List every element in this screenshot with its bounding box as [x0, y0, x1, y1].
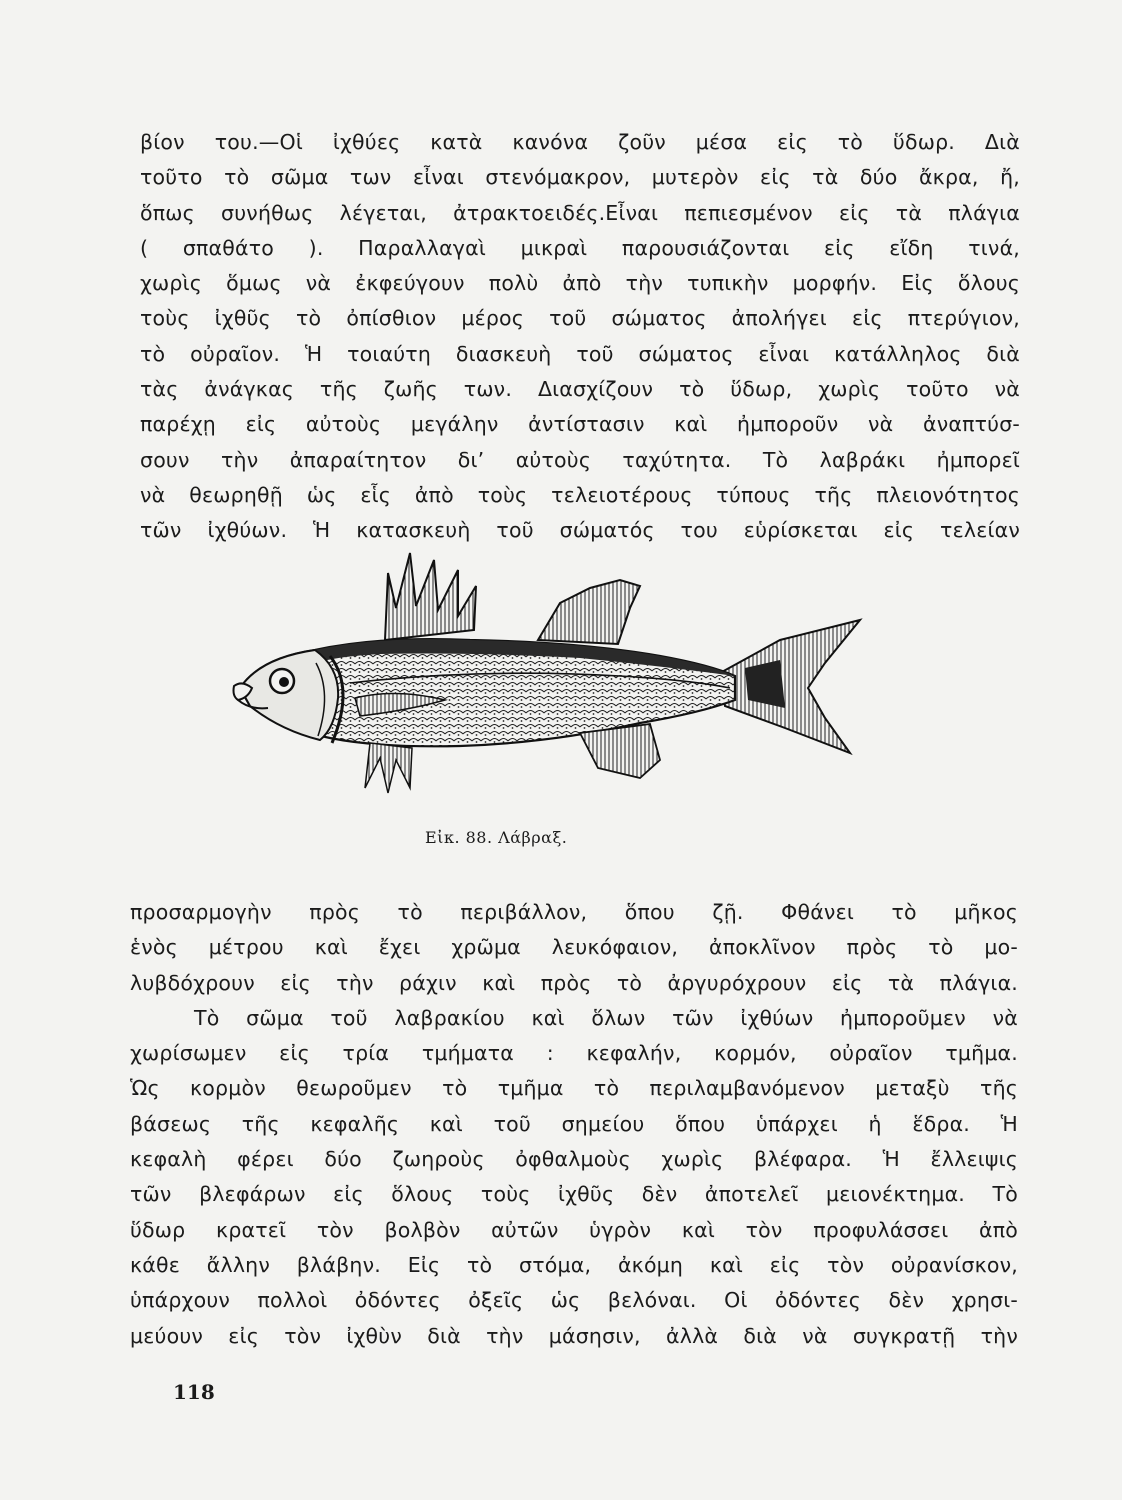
- bottom-paragraphs: [130, 895, 1018, 1354]
- text-line: σουν τὴν ἀπαραίτητον δι’ αὐτοὺς ταχύτητα. Τὸ λαβράκι ἠμπορεῖ: [140, 447, 1020, 472]
- sea-bass-illustration-icon: [220, 548, 870, 808]
- text-line: τοὺς ἰχθῦς τὸ ὀπίσθιον μέρος τοῦ σώματος ἀπολήγει εἰς πτερύγιον,: [140, 306, 1020, 331]
- text-line: κεφαλὴ φέρει δύο ζωηροὺς ὀφθαλμοὺς χωρὶς βλέφαρα. Ἡ ἔλλειψις: [130, 1147, 1018, 1172]
- text-line: ὅπως συνήθως λέγεται, ἀτρακτοειδές.Εἶναι πεπιεσμένον εἰς τὰ πλάγια: [140, 200, 1020, 225]
- top-paragraph: [140, 125, 1020, 549]
- text-line: ( σπαθάτο ). Παραλλαγαὶ μικραὶ παρουσιάζονται εἰς εἴδη τινά,: [140, 235, 1020, 260]
- text-line: βίον του.—Οἱ ἰχθύες κατὰ κανόνα ζοῦν μέσα εἰς τὸ ὕδωρ. Διὰ: [140, 130, 1020, 154]
- text-line: χωρίσωμεν εἰς τρία τμήματα : κεφαλήν, κορμόν, οὐραῖον τμῆμα.: [130, 1041, 1018, 1066]
- page-number: 118: [173, 1380, 215, 1404]
- text-line: τοῦτο τὸ σῶμα των εἶναι στενόμακρον, μυτερὸν εἰς τὰ δύο ἄκρα, ἤ,: [140, 165, 1020, 190]
- text-line: βάσεως τῆς κεφαλῆς καὶ τοῦ σημείου ὅπου ὑπάρχει ἡ ἕδρα. Ἡ: [130, 1111, 1018, 1136]
- text-line: ὕδωρ κρατεῖ τὸν βολβὸν αὐτῶν ὑγρὸν καὶ τὸν προφυλάσσει ἀπὸ: [130, 1217, 1018, 1242]
- text-line: τὸ οὐραῖον. Ἡ τοιαύτη διασκευὴ τοῦ σώματος εἶναι κατάλληλος διὰ: [140, 341, 1020, 366]
- text-line: κάθε ἄλλην βλάβην. Εἰς τὸ στόμα, ἀκόμη καὶ εἰς τὸν οὐρανίσκον,: [130, 1252, 1018, 1277]
- sea-bass-figure: [220, 548, 870, 808]
- text-line: Τὸ σῶμα τοῦ λαβρακίου καὶ ὅλων τῶν ἰχθύων ἠμποροῦμεν νὰ: [194, 1005, 1018, 1030]
- text-line: τὰς ἀνάγκας τῆς ζωῆς των. Διασχίζουν τὸ ὕδωρ, χωρὶς τοῦτο νὰ: [140, 377, 1020, 402]
- text-line: μεύουν εἰς τὸν ἰχθὺν διὰ τὴν μάσησιν, ἀλλὰ διὰ νὰ συγκρατῇ τὴν: [130, 1323, 1018, 1348]
- text-line: τῶν βλεφάρων εἰς ὅλους τοὺς ἰχθῦς δὲν ἀποτελεῖ μειονέκτημα. Τὸ: [130, 1182, 1018, 1207]
- text-line: ἑνὸς μέτρου καὶ ἔχει χρῶμα λευκόφαιον, ἀποκλῖνον πρὸς τὸ μο-: [130, 935, 1018, 960]
- text-line: χωρὶς ὅμως νὰ ἐκφεύγουν πολὺ ἀπὸ τὴν τυπικὴν μορφήν. Εἰς ὅλους: [140, 271, 1020, 296]
- text-line: παρέχῃ εἰς αὐτοὺς μεγάλην ἀντίστασιν καὶ ἠμποροῦν νὰ ἀναπτύσ-: [140, 412, 1020, 437]
- figure-caption: Εἰκ. 88. Λάβραξ.: [425, 828, 568, 847]
- text-line: νὰ θεωρηθῇ ὡς εἷς ἀπὸ τοὺς τελειοτέρους τύπους τῆς πλειονότητος: [140, 482, 1020, 507]
- text-line: προσαρμογὴν πρὸς τὸ περιβάλλον, ὅπου ζῇ. Φθάνει τὸ μῆκος: [130, 900, 1018, 924]
- text-line: λυβδόχρουν εἰς τὴν ράχιν καὶ πρὸς τὸ ἀργυρόχρουν εἰς τὰ πλάγια.: [130, 970, 1018, 995]
- text-line: Ὡς κορμὸν θεωροῦμεν τὸ τμῆμα τὸ περιλαμβανόμενον μεταξὺ τῆς: [130, 1076, 1018, 1101]
- text-line: τῶν ἰχθύων. Ἡ κατασκευὴ τοῦ σώματός του εὑρίσκεται εἰς τελείαν: [140, 518, 1020, 543]
- text-line: ὑπάρχουν πολλοὶ ὀδόντες ὀξεῖς ὡς βελόναι. Οἱ ὀδόντες δὲν χρησι-: [130, 1288, 1018, 1313]
